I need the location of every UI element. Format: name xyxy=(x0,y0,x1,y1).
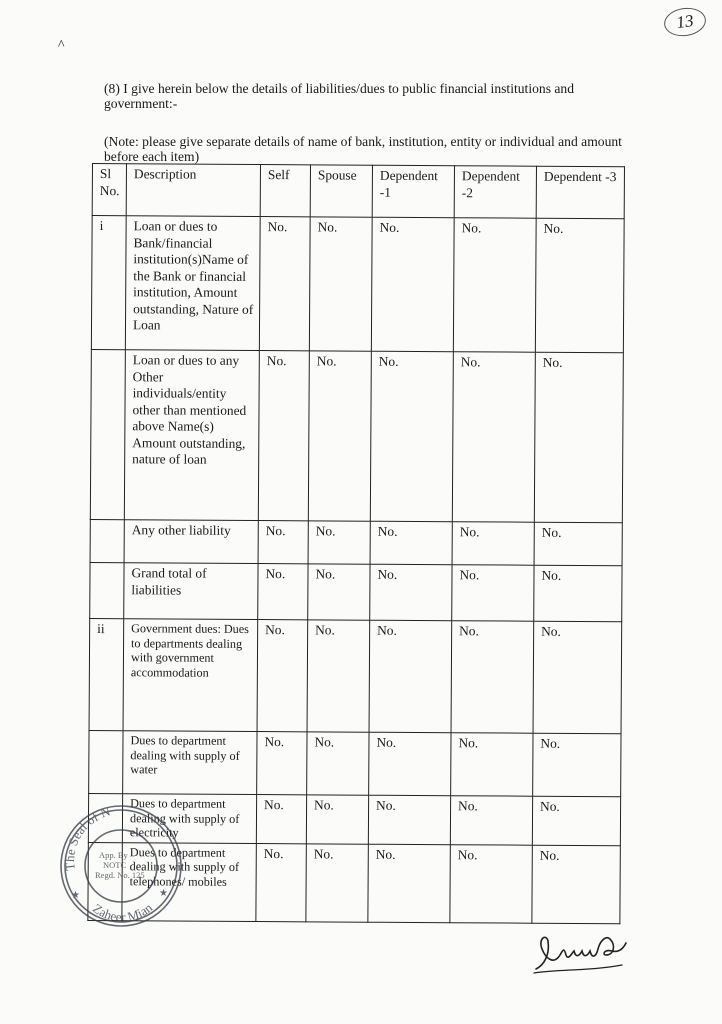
handwritten-signature xyxy=(530,925,630,981)
description-cell: Government dues: Dues to departments dealing with government accommodation xyxy=(123,619,258,732)
value-cell-dependent-2: No. xyxy=(450,844,532,922)
value-cell-spouse: No. xyxy=(308,521,370,564)
value-cell-dependent-1: No. xyxy=(368,844,450,922)
seal-star-icon: ★ xyxy=(159,888,168,899)
page-number: 13 xyxy=(662,5,707,39)
value-cell-spouse: No. xyxy=(307,620,370,732)
description-cell: Loan or dues to Bank/financial institution(s)Name of the Bank or financial institution, Amount outstanding, Nature of Loan xyxy=(125,216,260,351)
table-row xyxy=(90,562,622,621)
value-cell-self: No. xyxy=(257,620,308,732)
value-cell-dependent-2: No. xyxy=(451,621,534,733)
header-spouse: Spouse xyxy=(310,165,372,217)
value-cell-dependent-3: No. xyxy=(533,621,622,734)
sl-no-cell xyxy=(89,730,123,793)
value-cell-spouse: No. xyxy=(309,217,372,351)
sl-no-cell xyxy=(90,349,125,519)
value-cell-dependent-1: No. xyxy=(368,795,450,844)
value-cell-dependent-1: No. xyxy=(371,217,454,351)
table-header-row xyxy=(92,164,624,219)
notary-seal-stamp xyxy=(55,800,187,932)
value-cell-spouse: No. xyxy=(308,564,370,620)
value-cell-spouse: No. xyxy=(306,843,368,921)
intro-paragraph: (8) I give herein below the details of liabilities/dues to public financial institutions and government:- xyxy=(104,81,575,111)
table-row xyxy=(90,349,623,522)
seal-inner-line-3: Regd. No. 125 xyxy=(95,870,145,880)
value-cell-dependent-3: No. xyxy=(534,522,622,566)
value-cell-dependent-1: No. xyxy=(370,351,453,521)
description-cell: Dues to department dealing with supply of telephones/ mobiles xyxy=(122,842,256,921)
value-cell-self: No. xyxy=(259,217,310,351)
seal-inner-line-2: NOTC xyxy=(103,860,127,870)
value-cell-dependent-3: No. xyxy=(532,796,620,845)
seal-star-icon: ★ xyxy=(71,890,80,901)
value-cell-dependent-2: No. xyxy=(453,218,536,352)
seal-inner-line-1: App. By xyxy=(99,850,128,860)
value-cell-dependent-1: No. xyxy=(370,521,452,565)
table-row xyxy=(89,618,622,733)
header-dependent-1: Dependent -1 xyxy=(372,165,454,217)
value-cell-spouse: No. xyxy=(308,351,371,521)
value-cell-dependent-1: No. xyxy=(369,732,451,795)
sl-no-cell xyxy=(90,562,124,618)
value-cell-spouse: No. xyxy=(306,795,368,844)
table-row xyxy=(89,730,621,796)
header-dependent-3: Dependent -3 xyxy=(536,166,624,219)
sl-no-cell: i xyxy=(91,216,126,350)
value-cell-dependent-3: No. xyxy=(533,733,621,797)
value-cell-dependent-1: No. xyxy=(370,564,452,620)
note-paragraph: (Note: please give separate details of name of bank, institution, entity or individual and amount before each item) xyxy=(104,134,622,164)
header-description: Description xyxy=(126,164,260,217)
value-cell-self: No. xyxy=(258,351,309,521)
value-cell-self: No. xyxy=(256,843,306,921)
value-cell-dependent-2: No. xyxy=(452,352,535,522)
header-dependent-2: Dependent -2 xyxy=(454,166,536,218)
value-cell-dependent-2: No. xyxy=(450,796,532,845)
value-cell-dependent-1: No. xyxy=(369,620,452,732)
table-row xyxy=(90,519,622,565)
value-cell-spouse: No. xyxy=(307,732,369,795)
description-cell: Any other liability xyxy=(124,520,258,564)
corner-mark: ^ xyxy=(58,38,65,53)
sl-no-cell xyxy=(90,519,124,562)
description-cell: Loan or dues to any Other individuals/entity other than mentioned above Name(s) Amount outstanding, nature of loan xyxy=(124,350,259,521)
seal-ring-text: The Seal of N xyxy=(62,803,113,872)
header-sl-no: Sl No. xyxy=(92,164,126,216)
value-cell-self: No. xyxy=(256,795,306,844)
value-cell-self: No. xyxy=(258,564,308,620)
description-cell: Dues to department dealing with supply of water xyxy=(123,731,257,795)
value-cell-dependent-2: No. xyxy=(452,565,534,621)
value-cell-self: No. xyxy=(257,732,307,795)
value-cell-dependent-3: No. xyxy=(532,845,620,924)
seal-name-text: Zaheer Mian xyxy=(90,899,156,925)
description-cell: Grand total of liabilities xyxy=(124,563,258,620)
value-cell-dependent-3: No. xyxy=(534,565,622,622)
value-cell-dependent-3: No. xyxy=(535,218,624,353)
value-cell-self: No. xyxy=(258,521,308,564)
value-cell-dependent-2: No. xyxy=(452,522,534,566)
value-cell-dependent-3: No. xyxy=(534,352,623,523)
value-cell-dependent-2: No. xyxy=(451,733,533,796)
header-self: Self xyxy=(260,165,310,217)
description-cell: Dues to department dealing with supply of electricity xyxy=(122,794,256,843)
sl-no-cell: ii xyxy=(89,618,124,730)
table-row xyxy=(91,216,624,353)
